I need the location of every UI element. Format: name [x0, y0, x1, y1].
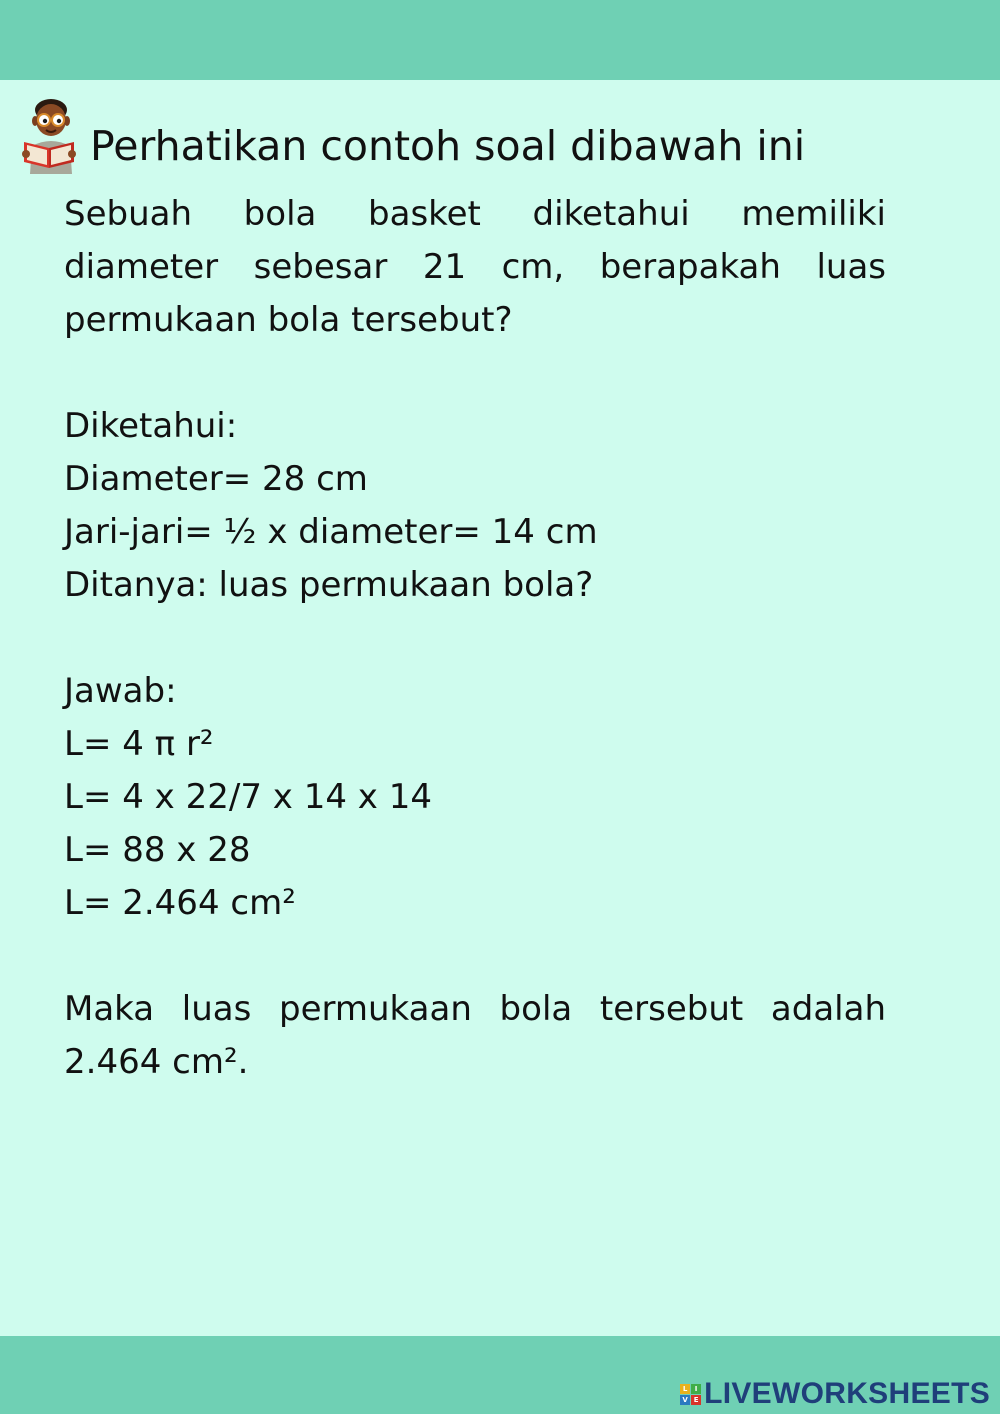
problem-line: diameter sebesar 21 cm, berapakah luas [64, 247, 886, 287]
reading-boy-icon [18, 96, 80, 176]
logo-blocks-icon: L I V E [680, 1384, 701, 1405]
conclusion-line: Maka luas permukaan bola tersebut adalah [64, 989, 886, 1029]
page-title: Perhatikan contoh soal dibawah ini [90, 122, 806, 170]
answer-step: L= 2.464 cm² [64, 883, 296, 923]
worked-example [64, 188, 886, 1089]
answer-step: L= 88 x 28 [64, 830, 251, 870]
known-diameter: Diameter= 28 cm [64, 459, 368, 499]
answer-label: Jawab: [64, 671, 177, 711]
top-banner [0, 0, 1000, 80]
answer-step: L= 4 x 22/7 x 14 x 14 [64, 777, 432, 817]
answer-step: L= 4 π r² [64, 724, 214, 764]
known-radius: Jari-jari= ½ x diameter= 14 cm [64, 512, 598, 552]
problem-line: permukaan bola tersebut? [64, 300, 513, 340]
logo-text: LIVEWORKSHEETS [704, 1377, 990, 1410]
section-header [14, 96, 974, 176]
problem-statement [64, 188, 886, 347]
answer-section [64, 665, 886, 930]
known-section [64, 400, 886, 612]
conclusion-line: 2.464 cm². [64, 1042, 249, 1082]
conclusion [64, 983, 886, 1089]
asked-question: Ditanya: luas permukaan bola? [64, 565, 594, 605]
known-label: Diketahui: [64, 406, 238, 446]
liveworksheets-logo [680, 1376, 990, 1412]
problem-line: Sebuah bola basket diketahui memiliki [64, 194, 886, 234]
